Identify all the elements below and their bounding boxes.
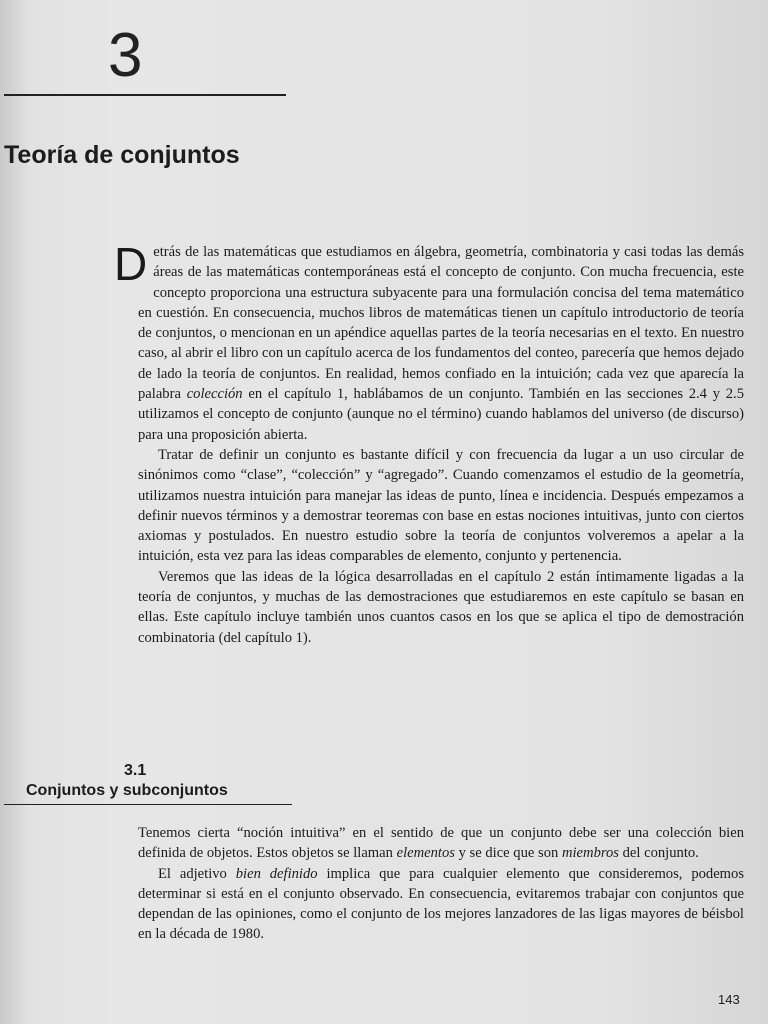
section-paragraph-1 [138,823,744,864]
section-number: 3.1 [124,762,147,779]
emphasis-bien-definido: bien definido [235,865,318,882]
section-p2-text-a: El adjetivo [158,865,236,882]
intro-paragraph-1-end: en el capítulo 1, hablábamos de un conjunto. También en las secciones 2.4 y 2.5 utilizamos el concepto de conjunto (aunque no el término) cuando hablamos del universo (de discurso) para una proposición abierta. [138,386,744,443]
intro-paragraph-2: Tratar de definir un conjunto es bastante difícil y con frecuencia da lugar a un uso circular de sinónimos como “clase”, “colección” y “agregado”. Cuando comenzamos el estudio de la geometría, utilizamos nuestra intuición para manejar las ideas de punto, línea e incidencia. Después empezamos a definir nuevos términos y a demostrar teoremas con base en estas nociones intuitivas, junto con ciertos axiomas y postulados. En nuestro estudio sobre la teoría de conjuntos volveremos a apelar a la intuición, esta vez para las ideas comparables de elemento, conjunto y pertenencia. [138,446,744,565]
section-p1-text-a: Tenemos cierta “noción intuitiva” en el sentido de que un conjunto debe ser una colección bien definida de objetos. Estos objetos se llaman [138,825,744,862]
intro-paragraph-1 [114,238,744,445]
intro-emphasis-coleccion: colección [186,386,243,403]
section-title: Conjuntos y subconjuntos [26,782,228,799]
section-paragraph-2 [138,864,744,945]
section-p1-text-c: del conjunto. [618,845,699,862]
section-p2-text-b: implica que para cualquier elemento que consideremos, podemos determinar si está en el conjunto observado. En consecuencia, evitaremos trabajar con conjuntos que dependan de las opiniones, como el conjunto de los mejores lanzadores de las ligas mayores de béisbol en la década de 1980. [138,865,745,943]
intro-paragraph-3: Veremos que las ideas de la lógica desarrolladas en el capítulo 2 están íntimamente ligadas a la teoría de conjuntos, y muchas de las demostraciones que estudiaremos en este capítulo se basan en ellas. Este capítulo incluye también unos cuantos casos en los que se aplica el tipo de demostración combinatoria (del capítulo 1). [138,568,744,646]
page-number: 143 [718,992,740,1007]
chapter-rule [4,94,286,96]
section-p1-text-b: y se dice que son [454,845,562,862]
chapter-number: 3 [108,21,143,90]
section-body [138,823,744,945]
section-rule [4,804,292,805]
intro-paragraph-1-text: etrás de las matemáticas que estudiamos en álgebra, geometría, combinatoria y casi todas las demás áreas de las matemáticas contemporáneas está el concepto de conjunto. Con mucha frecuencia, este concepto proporciona una estructura subyacente para una formulación concisa del tema matemático en cuestión. En consecuencia, muchos libros de matemáticas tienen un capítulo introductorio de teoría de conjuntos, o mencionan en un apéndice aquellas partes de la teoría necesarias en el texto. En nuestro caso, al abrir el libro con un capítulo acerca de los fundamentos del conteo, parecería que hemos dejado de lado la teoría de conjuntos. En realidad, hemos confiado en la intuición; cada vez que aparecía la palabra [138,244,744,403]
dropcap-letter: D [114,238,148,290]
emphasis-elementos: elementos [396,845,455,862]
chapter-introduction [114,238,744,648]
emphasis-miembros: miembros [561,845,619,862]
chapter-title: Teoría de conjuntos [4,141,240,169]
